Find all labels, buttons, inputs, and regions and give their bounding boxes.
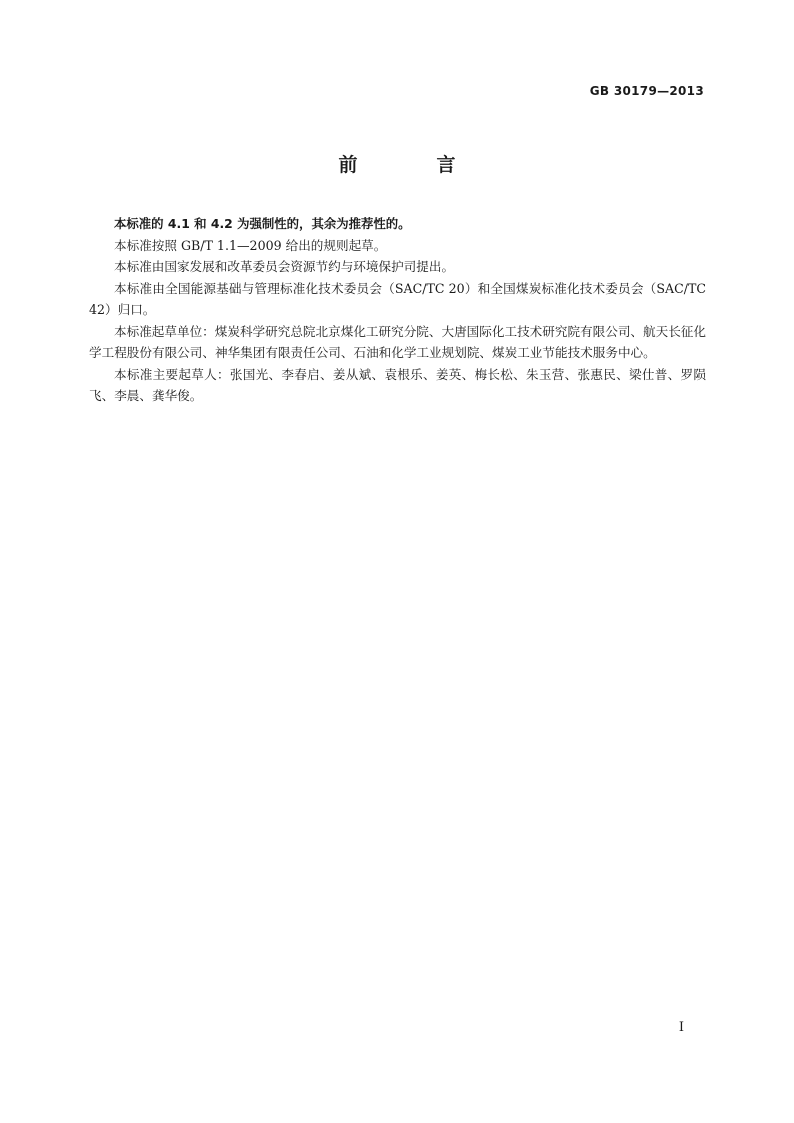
foreword-body: [89, 213, 706, 407]
mandatory-clause-paragraph: 本标准的 4.1 和 4.2 为强制性的，其余为推荐性的。: [114, 216, 411, 231]
drafting-organizations-paragraph: 本标准起草单位：煤炭科学研究总院北京煤化工研究分院、大唐国际化工技术研究院有限公司、航天长征化学工程股份有限公司、神华集团有限责任公司、石油和化学工业规划院、煤炭工业节能技术服务中心。: [89, 323, 706, 360]
drafting-rules-paragraph: 本标准按照 GB/T 1.1—2009 给出的规则起草。: [114, 237, 387, 253]
standard-code: GB 30179—2013: [589, 84, 704, 98]
page-title: 前 言: [338, 154, 486, 176]
technical-committee-paragraph: 本标准由全国能源基础与管理标准化技术委员会（SAC/TC 20）和全国煤炭标准化技术委员会（SAC/TC 42）归口。: [89, 280, 706, 317]
drafters-paragraph: 本标准主要起草人：张国光、李春启、姜从斌、袁根乐、姜英、梅长松、朱玉营、张惠民、梁仕普、罗陨飞、李晨、龚华俊。: [89, 366, 706, 403]
proposer-paragraph: 本标准由国家发展和改革委员会资源节约与环境保护司提出。: [114, 259, 455, 274]
page-number: I: [678, 1020, 684, 1035]
